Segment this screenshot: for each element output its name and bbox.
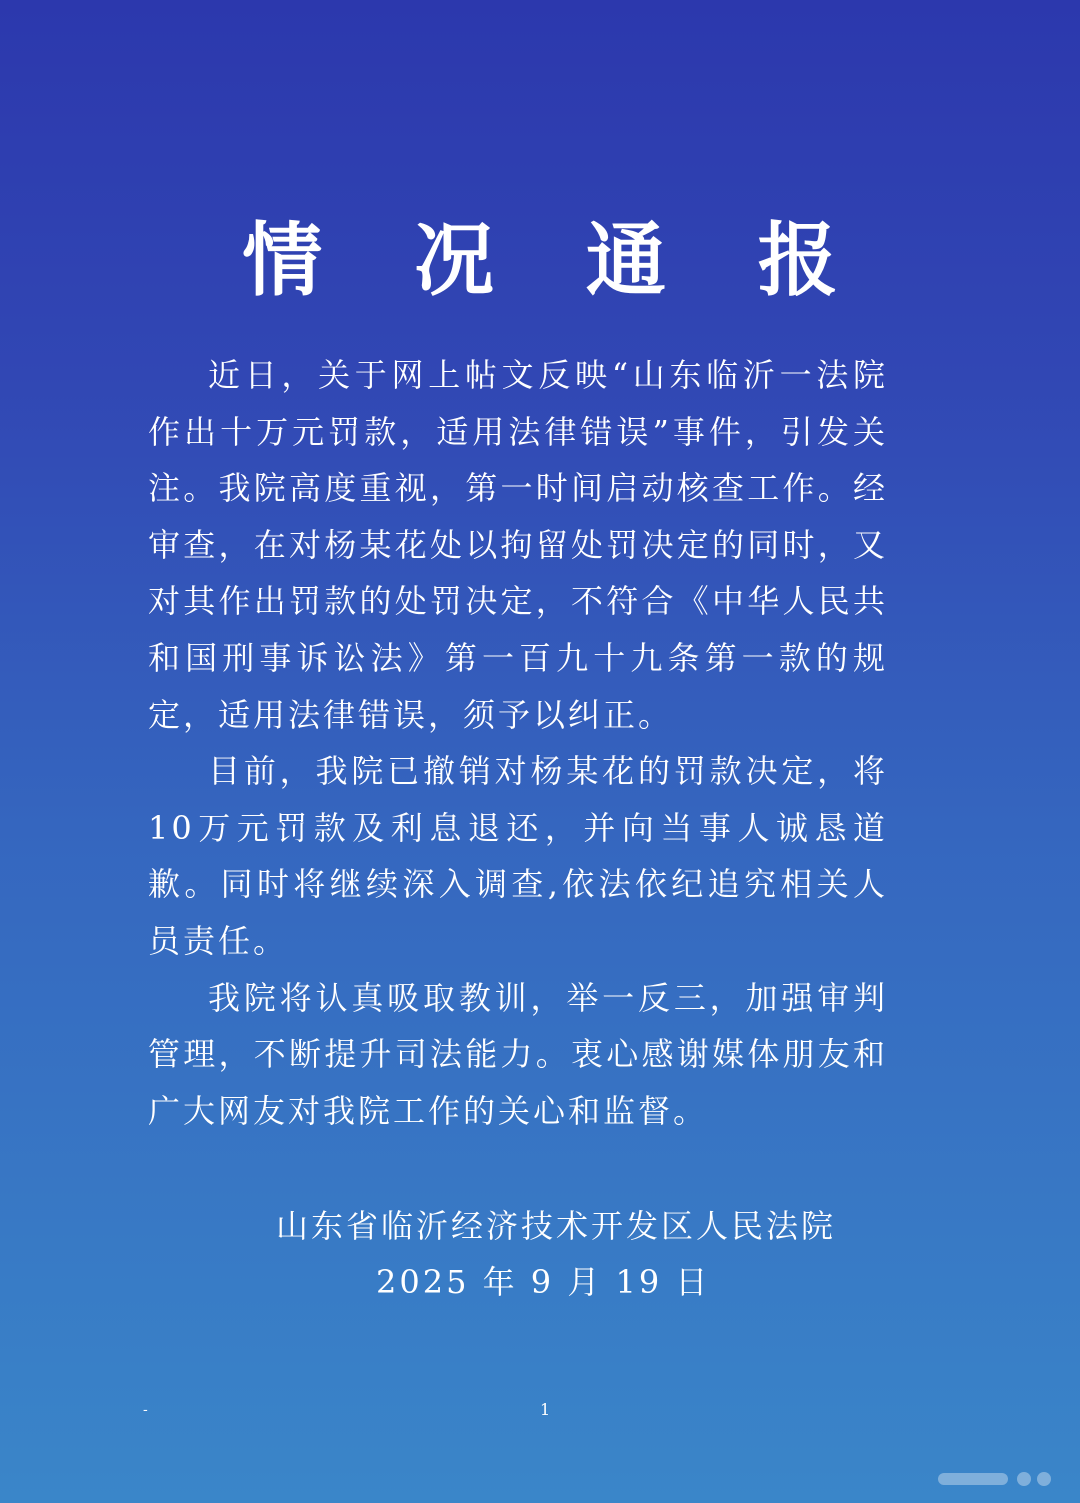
watermark-icon [938,1469,1058,1489]
page-number: 1 [540,1400,551,1419]
signature-date: 2025 年 9 月 19 日 [376,1263,711,1301]
signature-organization: 山东省临沂经济技术开发区人民法院 [276,1207,837,1245]
footer-dash: - [143,1402,148,1418]
body-paragraph-2: 目前，我院已撤销对杨某花的罚款决定，将10万元罚款及利息退还，并向当事人诚恳道歉。同时将继续深入调查,依法依纪追究相关人员责任。 [148,752,888,960]
notice-title: 情 况 通 报 [242,213,870,307]
notice-body [148,347,888,1139]
body-paragraph-1: 近日，关于网上帖文反映“山东临沂一法院作出十万元罚款，适用法律错误”事件，引发关注。我院高度重视，第一时间启动核查工作。经审查，在对杨某花处以拘留处罚决定的同时，又对其作出罚款的处罚决定，不符合《中华人民共和国刑事诉讼法》第一百九十九条第一款的规定，适用法律错误，须予以纠正。 [148,356,888,734]
body-paragraph-3: 我院将认真吸取教训，举一反三，加强审判管理，不断提升司法能力。衷心感谢媒体朋友和广大网友对我院工作的关心和监督。 [148,978,888,1130]
